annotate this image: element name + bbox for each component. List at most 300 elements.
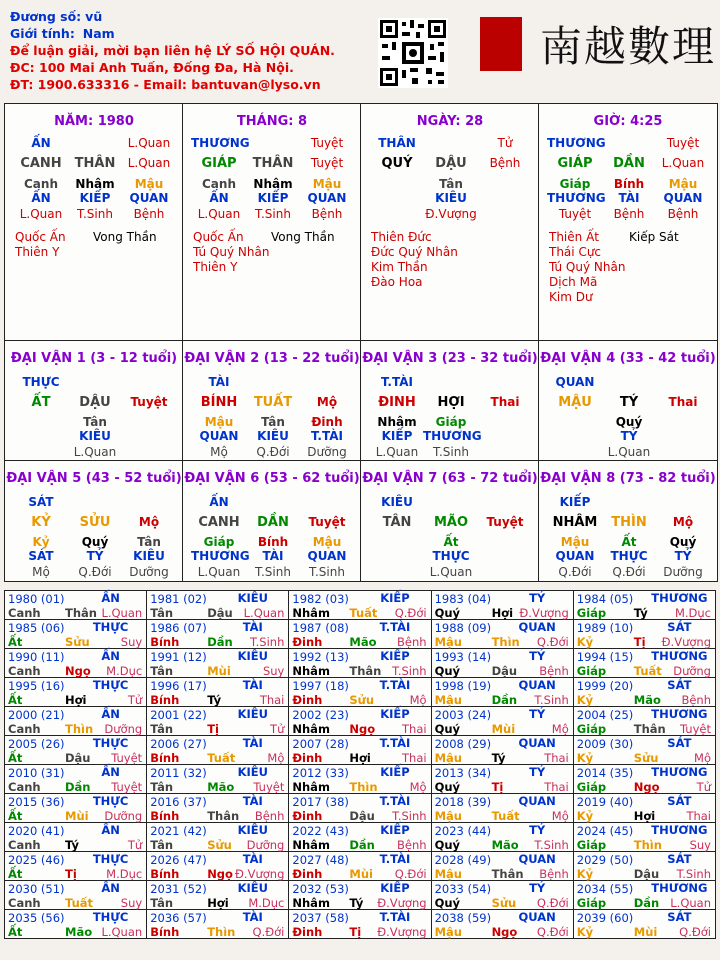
dai-van-hidden-star: QUAN — [199, 429, 239, 443]
year-star: KIẾP — [380, 707, 410, 721]
dai-van-star: THỰC — [22, 375, 60, 389]
year-state: Thai — [544, 751, 569, 765]
dai-van-hidden-state: L.Quan — [197, 565, 241, 579]
year-state: Đ.Vượng — [377, 925, 427, 939]
dai-van-hidden-stem: Bính — [257, 535, 289, 549]
dai-van-hidden-stem: Nhâm — [377, 415, 417, 429]
year-state: Bệnh — [539, 867, 569, 881]
pillar-stem: GIÁP — [201, 156, 237, 171]
year-branch: Hợi — [65, 693, 87, 707]
year-branch: Mão — [65, 925, 93, 939]
year-state: Q.Đới — [252, 925, 285, 939]
year-label: 2008 (29) — [434, 737, 492, 751]
year-cell — [5, 881, 147, 910]
year-label: 1987 (08) — [292, 621, 349, 635]
year-star: THƯƠNG — [651, 707, 708, 721]
address-line: ĐC: 100 Mai Anh Tuấn, Đống Đa, Hà Nội. — [10, 60, 294, 75]
dai-van-title: ĐẠI VẬN 4 (33 - 42 tuổi) — [540, 351, 716, 366]
year-star: KIÊU — [237, 881, 268, 895]
dai-van-hidden-stem: Ất — [443, 535, 459, 549]
year-label: 2018 (39) — [434, 795, 492, 809]
year-star: THƯƠNG — [651, 823, 708, 837]
year-star: SÁT — [667, 852, 692, 866]
year-cell — [147, 591, 289, 620]
hidden-stem: Giáp — [559, 177, 591, 191]
year-stem: Đinh — [292, 751, 323, 765]
year-stem: Nhâm — [292, 606, 330, 620]
year-stem: Kỷ — [576, 635, 594, 649]
hidden-stem: Bính — [613, 177, 645, 191]
dai-van-hidden-stem: Quý — [81, 535, 109, 549]
year-branch: Mão — [207, 780, 235, 794]
year-star: QUAN — [518, 678, 556, 692]
year-cell — [431, 736, 573, 765]
year-stem: Ất — [8, 751, 23, 765]
year-state: M.Dục — [106, 867, 143, 881]
dai-van-state: Thai — [668, 395, 698, 409]
pillar-title: NĂM: 1980 — [54, 114, 134, 129]
year-state: Bệnh — [397, 838, 427, 852]
year-label: 1982 (03) — [292, 592, 349, 606]
year-branch: Thân — [65, 606, 97, 620]
dai-van-branch: MÃO — [433, 515, 469, 530]
year-branch: Thìn — [633, 838, 662, 852]
year-star: TÀI — [242, 852, 263, 866]
year-label: 2004 (25) — [576, 708, 634, 722]
year-star: TÀI — [242, 736, 263, 750]
year-stem: Quý — [434, 606, 461, 620]
year-cell — [573, 707, 715, 736]
pillar-main-state: L.Quan — [127, 156, 171, 170]
dai-van-cell — [5, 461, 183, 581]
year-branch: Dậu — [349, 809, 375, 823]
dai-van-cell — [183, 341, 361, 461]
year-table — [4, 590, 716, 939]
year-cell — [5, 852, 147, 881]
year-branch: Hợi — [633, 809, 656, 823]
dai-van-state: Mộ — [138, 515, 160, 529]
year-branch: Mão — [491, 838, 519, 852]
year-row — [5, 707, 716, 736]
dai-van-title: ĐẠI VẬN 6 (53 - 62 tuổi) — [184, 471, 360, 486]
year-branch: Tị — [207, 722, 219, 736]
year-branch: Dần — [349, 838, 375, 852]
dai-van-hidden-state: Mộ — [210, 445, 228, 459]
year-stem: Ất — [8, 867, 23, 881]
dai-van-hidden-star: THƯƠNG — [191, 549, 250, 563]
year-branch: Mùi — [491, 722, 516, 736]
year-star: ẤN — [101, 591, 120, 605]
year-label: 2030 (51) — [8, 882, 65, 896]
year-label: 2024 (45) — [576, 824, 634, 838]
dai-van-branch: DẦN — [257, 515, 289, 530]
year-state: Thai — [544, 780, 569, 794]
year-star: TỶ — [529, 765, 546, 779]
year-state: Mộ — [551, 809, 569, 823]
year-star: ẤN — [101, 765, 120, 779]
year-stem: Đinh — [292, 867, 323, 881]
year-stem: Tân — [150, 722, 174, 736]
dai-van-hidden-star: KIÊU — [257, 429, 289, 443]
dai-van-hidden-stem: Giáp — [203, 535, 235, 549]
year-stem: Giáp — [576, 606, 607, 620]
year-state: T.Sinh — [534, 693, 569, 707]
year-star: T.TÀI — [379, 620, 411, 634]
hidden-star: QUAN — [129, 191, 169, 205]
year-state: Bệnh — [397, 635, 427, 649]
year-branch: Hợi — [207, 896, 229, 910]
year-state: Suy — [120, 896, 143, 910]
pillar-main-state: Bệnh — [489, 156, 521, 170]
year-label: 2031 (52) — [150, 882, 207, 896]
year-stem: Ất — [8, 635, 23, 649]
year-star: THƯƠNG — [651, 591, 708, 605]
dai-van-state: Thai — [490, 395, 520, 409]
hidden-state: Bệnh — [667, 207, 699, 221]
dai-van-hidden-star: THỰC — [432, 549, 470, 563]
year-label: 2013 (34) — [434, 766, 492, 780]
year-state: Suy — [120, 635, 143, 649]
hidden-stem: Canh — [202, 177, 236, 191]
hidden-stem: Nhâm — [253, 177, 293, 191]
year-label: 2021 (42) — [150, 824, 207, 838]
dai-van-cell — [361, 341, 539, 461]
year-cell — [431, 852, 573, 881]
year-stem: Kỷ — [576, 925, 594, 939]
year-star: T.TÀI — [379, 910, 411, 924]
year-stem: Canh — [8, 838, 41, 852]
year-star: KIẾP — [380, 823, 410, 837]
shensha-left: Thái Cực — [549, 245, 602, 259]
pillar-branch: THÂN — [74, 156, 116, 171]
red-seal-icon — [480, 17, 522, 71]
shensha-left: Thiên Y — [15, 245, 60, 259]
pillar-top-state: L.Quan — [127, 136, 171, 150]
dai-van-star: KIẾP — [559, 495, 591, 509]
year-cell — [573, 736, 715, 765]
year-stem: Tân — [150, 606, 174, 620]
dai-van-stem: TÂN — [382, 515, 412, 530]
dai-van-hidden-star: THỰC — [610, 549, 648, 563]
year-state: Dưỡng — [104, 809, 143, 823]
year-cell — [147, 881, 289, 910]
year-label: 2019 (40) — [576, 795, 634, 809]
year-branch: Ngọ — [207, 867, 233, 881]
year-stem: Tân — [150, 838, 174, 852]
year-star: TỶ — [529, 591, 546, 605]
year-cell — [147, 794, 289, 823]
year-label: 2025 (46) — [8, 853, 65, 867]
year-branch: Mùi — [65, 809, 89, 823]
year-stem: Quý — [434, 838, 461, 852]
year-stem: Canh — [8, 896, 41, 910]
pillar-main-state: L.Quan — [661, 156, 705, 170]
year-stem: Bính — [150, 635, 180, 649]
dai-van-hidden-stem: Mậu — [560, 535, 590, 549]
year-cell — [431, 649, 573, 678]
year-state: Tuyệt — [680, 722, 711, 736]
dai-van-title: ĐẠI VẬN 3 (23 - 32 tuổi) — [362, 351, 538, 366]
hidden-stem: Mậu — [134, 177, 164, 191]
year-branch: Mùi — [349, 867, 373, 881]
dai-van-hidden-state: Q.Đới — [256, 445, 290, 459]
year-star: ẤN — [101, 649, 120, 663]
dai-van-title: ĐẠI VẬN 7 (63 - 72 tuổi) — [362, 471, 538, 486]
year-cell — [147, 678, 289, 707]
year-cell — [147, 707, 289, 736]
year-state: M.Dục — [106, 664, 143, 678]
year-stem: Canh — [8, 780, 41, 794]
year-cell — [289, 794, 431, 823]
year-stem: Tân — [150, 780, 174, 794]
year-state: T.Sinh — [392, 664, 427, 678]
year-branch: Sửu — [349, 693, 375, 707]
shensha-left: Tú Quý Nhân — [193, 245, 270, 259]
year-state: Q.Đới — [679, 925, 711, 939]
shensha-left: Thiên Y — [193, 260, 238, 274]
year-stem: Mậu — [434, 867, 462, 881]
pillar-cell — [361, 104, 539, 341]
year-label: 1986 (07) — [150, 621, 207, 635]
dai-van-star: KIÊU — [381, 495, 413, 509]
year-state: T.Sinh — [392, 809, 427, 823]
year-stem: Canh — [8, 664, 41, 678]
dai-van-state: Mộ — [672, 515, 694, 529]
dai-van-hidden-star: SÁT — [28, 549, 54, 563]
year-star: KIÊU — [237, 823, 268, 837]
year-label: 2034 (55) — [576, 882, 634, 896]
dai-van-hidden-state: Dưỡng — [663, 565, 703, 579]
year-cell — [573, 591, 715, 620]
year-stem: Mậu — [434, 809, 462, 823]
year-state: Dưỡng — [673, 664, 711, 678]
hidden-state: Tuyệt — [558, 207, 592, 221]
logo: 南越數理 — [540, 22, 717, 71]
year-stem: Nhâm — [292, 664, 330, 678]
dai-van-star: ẤN — [209, 495, 229, 509]
year-star: TÀI — [242, 678, 263, 692]
gender-value: Nam — [82, 26, 115, 41]
year-label: 1994 (15) — [576, 650, 634, 664]
hidden-stem: Mậu — [312, 177, 342, 191]
year-branch: Tuất — [207, 751, 236, 765]
year-label: 2002 (23) — [292, 708, 349, 722]
dai-van-state: Tuyệt — [130, 395, 168, 409]
dai-van-hidden-state: Dưỡng — [129, 565, 169, 579]
year-state: L.Quan — [670, 896, 711, 910]
year-star: KIÊU — [237, 649, 268, 663]
year-state: M.Dục — [674, 606, 711, 620]
year-state: Q.Đới — [394, 606, 427, 620]
year-state: Mộ — [409, 693, 427, 707]
year-label: 2006 (27) — [150, 737, 207, 751]
year-label: 1981 (02) — [150, 592, 207, 606]
year-cell — [5, 910, 147, 939]
year-stem: Bính — [150, 693, 180, 707]
pillar-top-star: THƯƠNG — [547, 136, 606, 150]
year-star: T.TÀI — [379, 736, 411, 750]
year-state: Bệnh — [539, 664, 569, 678]
year-row — [5, 649, 716, 678]
dai-van-hidden-stem: Ất — [621, 535, 637, 549]
dai-van-stem: ẤT — [31, 395, 51, 410]
year-state: Dưỡng — [104, 722, 143, 736]
year-label: 2035 (56) — [8, 911, 65, 925]
dai-van-hidden-stem: Tân — [261, 415, 285, 429]
year-stem: Tân — [150, 896, 174, 910]
year-state: Tử — [127, 838, 143, 852]
pillar-branch: DẦN — [613, 156, 645, 171]
year-branch: Tý — [65, 838, 79, 852]
dai-van-hidden-star: THƯƠNG — [423, 429, 482, 443]
year-state: Mộ — [409, 780, 427, 794]
year-cell — [289, 649, 431, 678]
year-stem: Giáp — [576, 838, 607, 852]
dai-van-hidden-state: Dưỡng — [307, 445, 347, 459]
year-cell — [5, 678, 147, 707]
dai-van-cell — [539, 341, 717, 461]
year-branch: Dần — [491, 693, 518, 707]
year-star: SÁT — [667, 620, 692, 634]
year-label: 1992 (13) — [292, 650, 349, 664]
year-stem: Kỷ — [576, 867, 594, 881]
hidden-star: KIẾP — [257, 191, 289, 205]
shensha-left: Thiên Ất — [549, 230, 599, 244]
year-branch: Dần — [65, 780, 91, 794]
dai-van-branch: TUẤT — [253, 395, 293, 410]
year-stem: Bính — [150, 751, 180, 765]
pillar-top-state: Tuyệt — [666, 136, 700, 150]
year-stem: Nhâm — [292, 896, 330, 910]
dai-van-branch: DẬU — [79, 395, 111, 410]
year-stem: Đinh — [292, 925, 323, 939]
year-stem: Ất — [8, 925, 23, 939]
year-branch: Sửu — [65, 635, 90, 649]
dai-van-branch: HỢI — [437, 395, 465, 410]
year-label: 2014 (35) — [576, 766, 634, 780]
year-state: Đ.Vượng — [235, 867, 285, 881]
dai-van-cell — [361, 461, 539, 581]
year-state: Q.Đới — [394, 867, 427, 881]
dai-van-stem: CANH — [198, 515, 240, 530]
year-branch: Mão — [349, 635, 377, 649]
year-cell — [5, 794, 147, 823]
year-star: T.TÀI — [379, 794, 411, 808]
year-branch: Dậu — [633, 867, 660, 881]
year-cell — [431, 707, 573, 736]
year-star: ẤN — [101, 881, 120, 895]
year-label: 2022 (43) — [292, 824, 349, 838]
year-star: THỰC — [92, 852, 129, 866]
pillar-top-star: THƯƠNG — [191, 136, 250, 150]
year-label: 2007 (28) — [292, 737, 349, 751]
year-label: 2036 (57) — [150, 911, 207, 925]
year-stem: Bính — [150, 809, 180, 823]
year-stem: Nhâm — [292, 780, 330, 794]
dai-van-hidden-state: Q.Đới — [78, 565, 112, 579]
year-label: 1989 (10) — [576, 621, 634, 635]
hidden-star: TÀI — [618, 191, 640, 205]
year-label: 1985 (06) — [8, 621, 65, 635]
year-branch: Hợi — [349, 751, 371, 765]
year-cell — [289, 736, 431, 765]
year-label: 2017 (38) — [292, 795, 349, 809]
year-star: SÁT — [667, 736, 692, 750]
year-star: SÁT — [667, 794, 692, 808]
year-stem: Ất — [8, 693, 23, 707]
year-label: 2001 (22) — [150, 708, 207, 722]
dai-van-branch: TÝ — [619, 395, 639, 410]
dai-van-branch: SỬU — [79, 515, 111, 530]
year-cell — [147, 910, 289, 939]
year-branch: Sửu — [491, 896, 517, 910]
year-branch: Mão — [633, 693, 661, 707]
year-branch: Mùi — [633, 925, 658, 939]
shensha-right: Vong Thần — [93, 230, 157, 244]
year-star: THƯƠNG — [651, 881, 708, 895]
year-branch: Ngọ — [65, 664, 91, 678]
dai-van-hidden-star: KIÊU — [133, 549, 165, 563]
year-stem: Mậu — [434, 635, 462, 649]
dai-van-hidden-stem: Đinh — [311, 415, 343, 429]
year-star: THỰC — [92, 620, 129, 634]
year-branch: Tý — [207, 693, 222, 707]
pillar-cell — [5, 104, 183, 341]
year-state: Q.Đới — [536, 635, 569, 649]
year-label: 1997 (18) — [292, 679, 349, 693]
year-state: Q.Đới — [536, 925, 569, 939]
year-cell — [147, 649, 289, 678]
year-branch: Tuất — [633, 664, 662, 678]
hidden-star: KIẾP — [79, 191, 111, 205]
year-branch: Mùi — [207, 664, 231, 678]
year-label: 1998 (19) — [434, 679, 492, 693]
year-star: TỶ — [529, 881, 546, 895]
year-cell — [289, 910, 431, 939]
year-branch: Tý — [491, 751, 506, 765]
year-star: QUAN — [518, 852, 556, 866]
year-label: 2012 (33) — [292, 766, 349, 780]
year-cell — [147, 736, 289, 765]
year-stem: Mậu — [434, 751, 462, 765]
dai-van-title: ĐẠI VẬN 5 (43 - 52 tuổi) — [6, 471, 182, 486]
year-branch: Sửu — [633, 751, 659, 765]
year-star: KIẾP — [380, 591, 410, 605]
year-cell — [573, 620, 715, 649]
year-stem: Kỷ — [576, 693, 594, 707]
year-label: 2038 (59) — [434, 911, 492, 925]
year-cell — [431, 910, 573, 939]
year-branch: Tị — [349, 925, 362, 939]
year-state: Thai — [686, 809, 711, 823]
year-state: Đ.Vượng — [519, 606, 569, 620]
shensha-right: Vong Thần — [271, 230, 335, 244]
dai-van-hidden-state: T.Sinh — [255, 565, 291, 579]
year-label: 1980 (01) — [8, 592, 65, 606]
year-state: Tuyệt — [111, 751, 143, 765]
year-star: TỶ — [529, 707, 546, 721]
dai-van-hidden-state: L.Quan — [607, 445, 651, 459]
dai-van-hidden-star: TỶ — [620, 429, 638, 443]
year-branch: Tuất — [491, 809, 520, 823]
dai-van-hidden-state: T.Sinh — [309, 565, 345, 579]
year-branch: Tị — [65, 867, 77, 881]
year-cell — [289, 852, 431, 881]
year-label: 2020 (41) — [8, 824, 65, 838]
year-stem: Quý — [434, 722, 461, 736]
pillar-top-state: Tuyệt — [310, 136, 344, 150]
year-star: KIẾP — [380, 649, 410, 663]
